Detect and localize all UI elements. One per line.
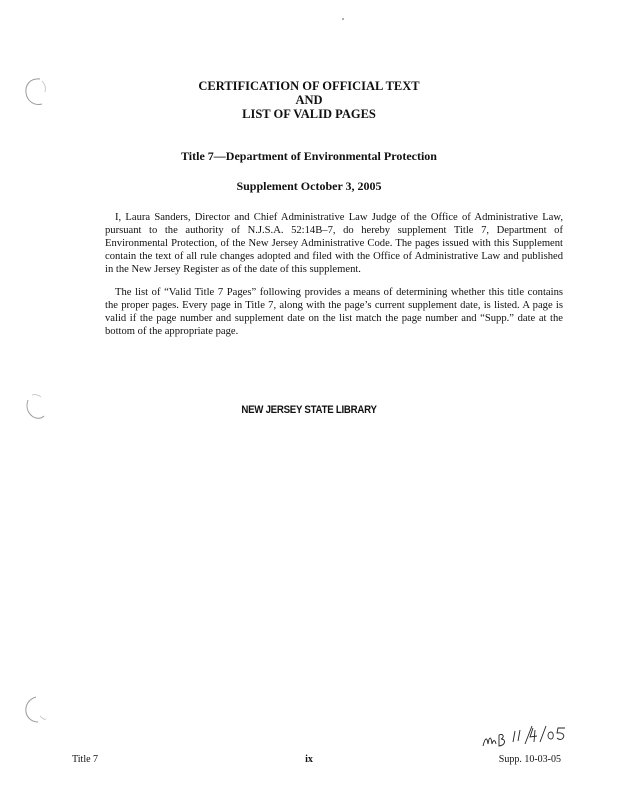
title-line-3: LIST OF VALID PAGES [242, 107, 376, 121]
supplement-date: Supplement October 3, 2005 [236, 179, 382, 193]
paragraph-valid-pages [105, 286, 563, 338]
punch-hole-bottom [22, 694, 50, 726]
footer-supplement: Supp. 10-03-05 [498, 754, 561, 765]
paragraph-certification [105, 211, 563, 276]
title-line-2: AND [295, 93, 323, 107]
title-line-1: CERTIFICATION OF OFFICIAL TEXT [198, 79, 420, 93]
document-title [0, 79, 618, 121]
paragraph-2-text: The list of “Valid Title 7 Pages” following provides a means of determining whether this title contains the proper pages. Every page in Title 7, along with the page’s current supplement date, is listed. A page is valid if the page number and supplement date on the list match the page number and “Supp.” date at the bottom of the appropriate page. [105, 287, 563, 337]
paragraph-1-text: I, Laura Sanders, Director and Chief Administrative Law Judge of the Office of Administrative Law, pursuant to the authority of N.J.S.A. 52:14B–7, do hereby supplement Title 7, Department of Environmental Protection, of the New Jersey Administrative Code. The pages issued with this Supplement contain the text of all rule changes adopted and filed with the Office of Administrative Law and published in the New Jersey Register as of the date of this supplement. [105, 212, 563, 275]
speck [342, 18, 344, 20]
footer-title: Title 7 [72, 754, 99, 765]
page-number: ix [305, 754, 313, 765]
library-stamp: NEW JERSEY STATE LIBRARY [241, 404, 377, 416]
title-subtitle: Title 7—Department of Environmental Protection [181, 149, 437, 163]
